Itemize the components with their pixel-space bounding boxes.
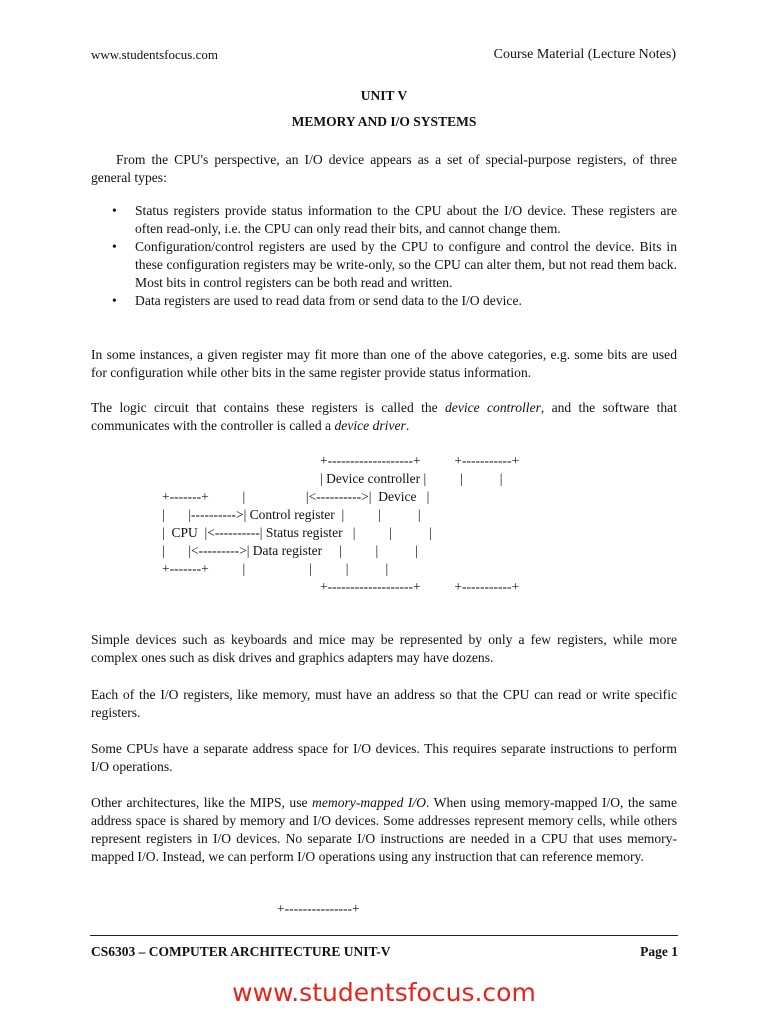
diagram-line: | |<--------->| Data register | | | — [162, 543, 418, 558]
list-item-text: Data registers are used to read data from or send data to the I/O device. — [135, 293, 522, 308]
footer-course: CS6303 – COMPUTER ARCHITECTURE UNIT-V — [91, 944, 391, 959]
paragraph-register-address: Each of the I/O registers, like memory, must have an address so that the CPU can read or write specific registers. — [91, 687, 677, 720]
paragraph-simple-devices: Simple devices such as keyboards and mice may be represented by only a few registers, while more complex ones such as disk drives and graphics adapters may have dozens. — [91, 632, 677, 665]
section-title: MEMORY AND I/O SYSTEMS — [291, 114, 477, 129]
header-site: www.studentsfocus.com — [91, 47, 218, 62]
list-item — [91, 202, 677, 238]
list-item — [91, 238, 677, 292]
bullet-icon: • — [112, 239, 117, 254]
diagram-line: +-------------------+ +-----------+ — [320, 453, 520, 468]
intro-paragraph: From the CPU's perspective, an I/O device appears as a set of special-purpose registers, of three general types: — [91, 152, 677, 185]
bullet-icon: • — [112, 293, 117, 308]
paragraph-text: Other architectures, like the MIPS, use — [91, 795, 313, 810]
diagram-fragment: +---------------+ — [277, 901, 360, 916]
list-item-text: Configuration/control registers are used by the CPU to configure and control the device. Bits in these configuration registers may be write-only, so the CPU can alter them, but not read them back. Most bits in control registers can be both read and written. — [135, 239, 677, 290]
unit-title: UNIT V — [360, 88, 408, 103]
diagram-line: +-------------------+ +-----------+ — [320, 579, 520, 594]
list-item — [91, 292, 677, 310]
diagram-line: | CPU |<----------| Status register | | | — [162, 525, 432, 540]
diagram-line: +-------+ | | | | — [162, 561, 389, 576]
diagram-line: +-------+ | |<---------->| Device | — [162, 489, 430, 504]
paragraph-memory-mapped — [91, 794, 677, 866]
ascii-diagram — [0, 452, 768, 602]
paragraph-text: The logic circuit that contains these registers is called the — [91, 400, 445, 415]
term-memory-mapped-io: memory-mapped I/O — [312, 795, 427, 810]
watermark-link[interactable]: www.studentsfocus.com — [232, 978, 536, 1007]
paragraph-text: . When using memory-mapped I/O, the same address space is shared by memory and I/O devices. Some addresses represent memory cells, while others represent registers in I/O devices. No separate I/O instructions are needed in a CPU that uses memory-mapped I/O. Instead, we can perform I/O operations using any instruction that can reference memory. — [91, 795, 677, 864]
list-item-text: Status registers provide status information to the CPU about the I/O device. These registers are often read-only, i.e. the CPU can only read their bits, and cannot change them. — [135, 203, 677, 236]
diagram-line: | Device controller | | | — [320, 471, 503, 486]
paragraph-controller — [91, 399, 677, 435]
register-type-list — [91, 202, 677, 310]
term-device-driver: device driver — [334, 418, 406, 433]
header-doc-type: Course Material (Lecture Notes) — [493, 47, 676, 62]
paragraph-categories: In some instances, a given register may fit more than one of the above categories, e.g. some bits are used for configuration while other bits in the same register provide status information. — [91, 347, 677, 380]
footer-page-number: Page 1 — [640, 944, 678, 959]
footer-divider — [90, 935, 678, 936]
paragraph-separate-space: Some CPUs have a separate address space for I/O devices. This requires separate instructions to perform I/O operations. — [91, 741, 677, 774]
paragraph-text: . — [405, 418, 410, 433]
diagram-line: | |---------->| Control register | | | — [162, 507, 421, 522]
bullet-icon: • — [112, 203, 117, 218]
term-device-controller: device controller — [445, 400, 541, 415]
paragraph-text: , and the software that communicates with the controller is called a — [91, 400, 677, 433]
